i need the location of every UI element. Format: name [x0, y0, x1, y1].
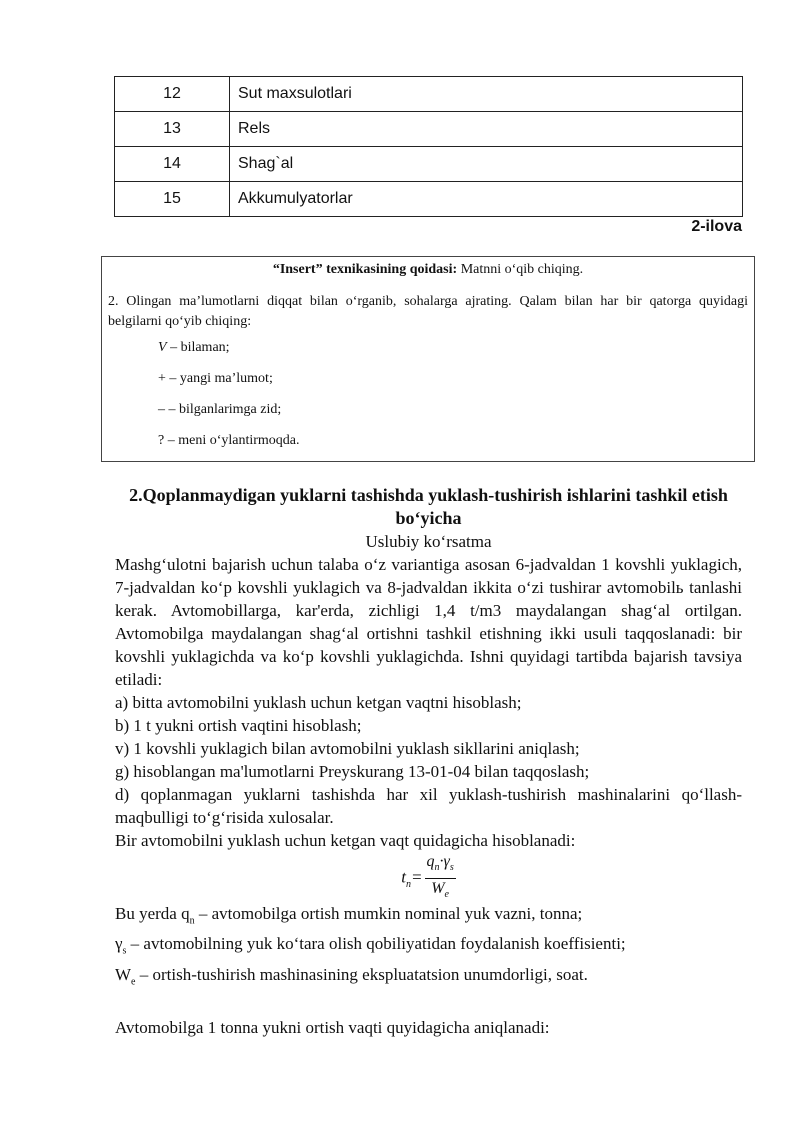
definition-line — [115, 963, 742, 993]
paragraph: Mashgʻulotni bajarish uchun talaba oʻz variantiga asosan 6-jadvaldan 1 kovshli yuklagich, 7-jadvaldan koʻp kovshli yuklagich va 8-jadvaldan ikkita oʻzi tushirar avtomobilь tanlashi kerak. Avtomobillarga, kar'erda, zichligi 1,4 t/m3 maydalangan shagʻal ortilgan. Avtomobilga maydalangan shagʻal ortishni tashkil etishning ikki usuli taqqoslanadi: bir kovshli yuklagichda va koʻp kovshli yuklagichda. Ishni quyidagi tartibda bajarish tavsiya etiladi: — [115, 555, 742, 689]
numerator-q: q — [426, 853, 435, 870]
definition-sub: e — [131, 976, 136, 988]
table-row — [115, 112, 743, 147]
section-heading: 2.Qoplanmaydigan yuklarni tashishda yuklash-tushirish ishlarini tashkil etish boʻyicha — [129, 485, 728, 528]
formula-fraction — [425, 852, 456, 905]
formula-eq: = — [411, 867, 423, 887]
table-row — [115, 77, 743, 112]
table-cell-name: Sut maxsulotlari — [230, 77, 743, 112]
paragraph: Bir avtomobilni yuklash uchun ketgan vaqt quidagicha hisoblanadi: — [115, 831, 576, 850]
symbol: – — [158, 402, 165, 417]
symbol: + — [158, 371, 166, 386]
main-content — [115, 484, 742, 1039]
list-item: b) 1 t yukni ortish vaqtini hisoblash; — [115, 716, 362, 735]
symbol-meaning: – bilaman; — [166, 340, 230, 355]
table-cell-num: 12 — [115, 77, 230, 112]
definition-symbol: Bu yerda q — [115, 904, 190, 923]
table-cell-name: Shag`al — [230, 147, 743, 182]
numerator-gamma: γ — [443, 853, 450, 870]
list-item: g) hisoblangan ma'lumotlarni Preyskurang 13-01-04 bilan taqqoslash; — [115, 762, 590, 781]
insert-symbol-line — [158, 425, 754, 456]
symbol-meaning: – yangi ma’lumot; — [165, 371, 273, 386]
appendix-label: 2-ilova — [691, 218, 742, 235]
list-item: d) qoplanmagan yuklarni tashishda har xil yuklash-tushirish mashinalarini qoʻllash-maqbulligi toʻgʻrisida xulosalar. — [115, 785, 742, 827]
definition-text: – avtomobilga ortish mumkin nominal yuk vazni, tonna; — [194, 904, 583, 923]
insert-title — [102, 262, 754, 278]
symbol: ? — [158, 433, 165, 448]
formula-lhs: t — [401, 867, 407, 887]
table-cell-name: Rels — [230, 112, 743, 147]
table-cell-name: Akkumulyatorlar — [230, 182, 743, 217]
insert-title-rest: Matnni oʻqib chiqing. — [457, 262, 584, 277]
insert-title-bold: “Insert” texnikasining qoidasi: — [272, 262, 458, 277]
insert-instructions: 2. Olingan ma’lumotlarni diqqat bilan oʻrganib, sohalarga ajrating. Qalam bilan har bir qatorga quyidagi belgilarni qoʻyib chiqing: — [108, 294, 748, 329]
table-cell-num: 14 — [115, 147, 230, 182]
definition-symbol: γ — [115, 934, 123, 954]
definition-line — [115, 902, 742, 932]
table-row — [115, 182, 743, 217]
definition-text: – ortish-tushirish mashinasining ekspluatatsion unumdorligi, soat. — [135, 964, 588, 984]
definition-symbol: W — [115, 964, 132, 984]
definition-sub: s — [122, 945, 127, 957]
section-subheading: Uslubiy koʻrsatma — [365, 532, 492, 551]
insert-symbol-line — [158, 363, 754, 394]
symbol-meaning: – meni oʻylantirmoqda. — [164, 433, 300, 448]
table-cell-num: 13 — [115, 112, 230, 147]
insert-technique-box — [101, 256, 755, 462]
formula-denominator — [425, 879, 456, 905]
list-item: v) 1 kovshli yuklagich bilan avtomobilni yuklash sikllarini aniqlash; — [115, 739, 580, 758]
formula-loading-time — [115, 852, 742, 902]
insert-symbol-line — [158, 394, 754, 425]
numerator-dot: · — [439, 853, 444, 870]
list-item: a) bitta avtomobilni yuklash uchun ketgan vaqtni hisoblash; — [115, 693, 522, 712]
definition-line — [115, 932, 742, 962]
spacer — [115, 993, 742, 1016]
cargo-table — [114, 76, 743, 217]
formula-numerator — [425, 852, 456, 879]
denominator-w-sub: e — [444, 889, 449, 901]
numerator-gamma-sub: s — [449, 862, 454, 874]
denominator-w: W — [431, 880, 445, 898]
definition-sub: n — [189, 915, 195, 927]
table-cell-num: 15 — [115, 182, 230, 217]
formula-lhs-sub: n — [406, 878, 412, 890]
numerator-q-sub: n — [434, 862, 440, 874]
insert-symbol-line — [158, 332, 754, 363]
definition-text: – avtomobilning yuk koʻtara olish qobiliyatidan foydalanish koeffisienti; — [126, 934, 626, 954]
table-row — [115, 147, 743, 182]
symbol: V — [158, 340, 167, 355]
paragraph: Avtomobilga 1 tonna yukni ortish vaqti quyidagicha aniqlanadi: — [115, 1018, 550, 1038]
symbol-meaning: – bilganlarimga zid; — [165, 402, 282, 417]
